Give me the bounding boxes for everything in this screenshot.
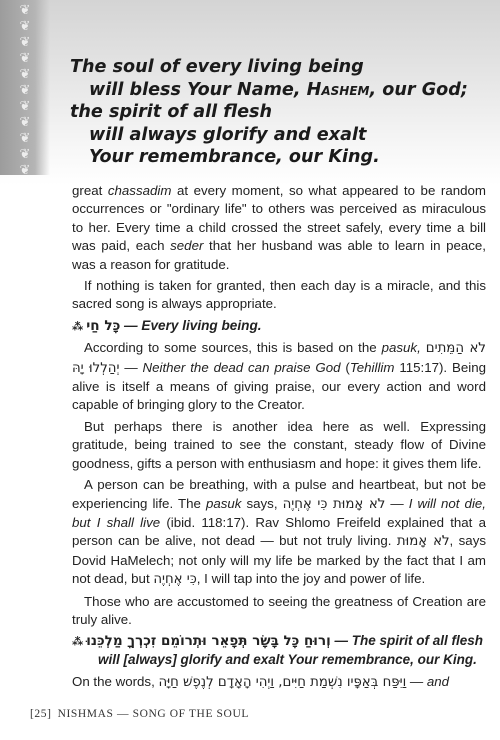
hebrew-quote: וַיִּפַּח בְּאַפָּיו נִשְׁמַת חַיִּים, וַיְהִי הָאָדָם לְנֶפֶשׁ חַיָּה: [158, 675, 407, 691]
text-run: According to some sources, this is based on the: [84, 340, 382, 356]
text-run: —: [385, 495, 409, 511]
text-run: A person can be breathing, with a pulse and heartbeat, but not be experiencing life. The: [72, 477, 486, 511]
text-run: (: [340, 359, 350, 375]
hero-line-2-end: , our God;: [369, 79, 468, 100]
quote-translation: Neither the dead can praise God: [142, 359, 341, 375]
ornament-flourish-icon: ❦: [19, 19, 31, 34]
hero-line-1: The soul of every living being: [70, 57, 364, 77]
hero-line-4: will always glorify and exalt: [89, 124, 367, 145]
headword-2-english: — The spirit of all flesh: [330, 633, 483, 649]
text-run: , I will tap into the joy and power of life.: [196, 571, 426, 587]
term-chassadim: chassadim: [107, 183, 172, 198]
ornament-flourish-icon: ❦: [19, 131, 31, 146]
text-run: , says Dovid HaMelech; not only will my life be marked by the fact that I am not dead, but: [72, 533, 486, 587]
hero-line-5: Your remembrance, our King.: [89, 147, 380, 168]
running-title: NISHMAS — SONG OF THE SOUL: [57, 708, 249, 720]
hebrew-quote: לֹא אָמוּת: [396, 534, 450, 550]
hero-quote: [70, 56, 480, 169]
text-run: 115:17). Being alive is itself a means of giving praise, our every action and word capable of bringing glory to the Creator.: [72, 359, 486, 413]
text-run: says,: [241, 495, 283, 511]
text-run: great: [72, 183, 108, 198]
headword-2: [72, 632, 486, 669]
paragraph-6: Those who are accustomed to seeing the greatness of Creation are truly alive.: [72, 593, 486, 627]
ornament-flourish-icon: ❦: [19, 67, 31, 82]
ornament-flourish-icon: ❦: [19, 3, 31, 18]
paragraph-2: If nothing is taken for granted, then each day is a miracle, and this sacred song is always appropriate.: [72, 278, 486, 312]
quote-translation: I will not die, but I shall live: [72, 495, 486, 530]
hero-line-2: [70, 79, 480, 102]
ornament-flourish-icon: ❦: [19, 51, 31, 66]
term-seder: seder: [170, 238, 204, 254]
headword-2-hebrew: וְרוּחַ כָּל בָּשָׂר תְּפָאֵר וּתְרוֹמֵם זִכְרְךָ מַלְכֵּנוּ: [86, 633, 331, 650]
ornament-flourish-icon: ❦: [19, 35, 31, 50]
term-pasuk: pasuk: [205, 495, 242, 511]
text-run: (ibid. 118:17). Rav Shlomo Freifeld explained that a person can be alive, not dead — but not truly living.: [72, 514, 486, 549]
hero-line-3: the spirit of all flesh: [70, 102, 273, 123]
text-run: —: [119, 359, 143, 375]
ornament-flourish-icon: ❦: [19, 163, 31, 175]
headword-1-english: — Every living being.: [120, 317, 262, 333]
page-number: [25]: [30, 708, 52, 720]
hebrew-quote: לֹא אָמוּת כִּי אֶחְיֶה: [282, 496, 386, 512]
hebrew-quote: לֹא הַמֵּתִים יְהַלְלוּ יָהּ: [72, 341, 486, 376]
ornament-flourish-icon: ❦: [19, 83, 31, 98]
hero-line-2-start: will bless Your Name,: [89, 79, 307, 100]
text-run: at every moment, so what appeared to be random occurrences or "ordinary life" to others was perceived as miraculous to her. Every time a child crossed the street safely, every time a bill was paid, each: [72, 183, 486, 254]
paragraph-3: [72, 339, 486, 415]
text-run: that her husband was able to learn in peace, was a reason for gratitude.: [72, 238, 486, 272]
page-footer: [30, 708, 470, 720]
headword-1-hebrew: כָּל חַי: [86, 317, 121, 334]
paragraph-7: [72, 673, 486, 692]
paragraph-5: [72, 476, 486, 589]
term-tehillim: Tehillim: [349, 359, 395, 375]
ornament-bullet-icon: ⁂: [72, 636, 84, 649]
body-text: [72, 182, 486, 696]
paragraph-1: [72, 182, 486, 274]
text-run-italic: and: [426, 674, 450, 690]
term-pasuk: pasuk,: [381, 340, 421, 356]
hebrew-quote: כִּי אֶחְיֶה: [153, 572, 197, 588]
text-run: —: [406, 674, 427, 690]
ornament-bullet-icon: ⁂: [72, 320, 84, 333]
ornament-flourish-icon: ❦: [19, 115, 31, 130]
hero-hashem: Hashem: [306, 79, 370, 100]
text-run: On the words,: [72, 674, 159, 690]
ornament-flourish-icon: ❦: [19, 99, 31, 114]
headword-1: [72, 317, 486, 336]
headword-2-english-cont: will [always] glorify and exalt Your remembrance, our King.: [98, 652, 477, 668]
paragraph-4: But perhaps there is another idea here as well. Expressing gratitude, being trained to see the constant, steady flow of Divine goodness, gifts a person with enthusiasm and hope: it gives them life.: [72, 418, 486, 471]
ornament-flourish-icon: ❦: [19, 147, 31, 162]
ornament-strip: [0, 0, 50, 175]
